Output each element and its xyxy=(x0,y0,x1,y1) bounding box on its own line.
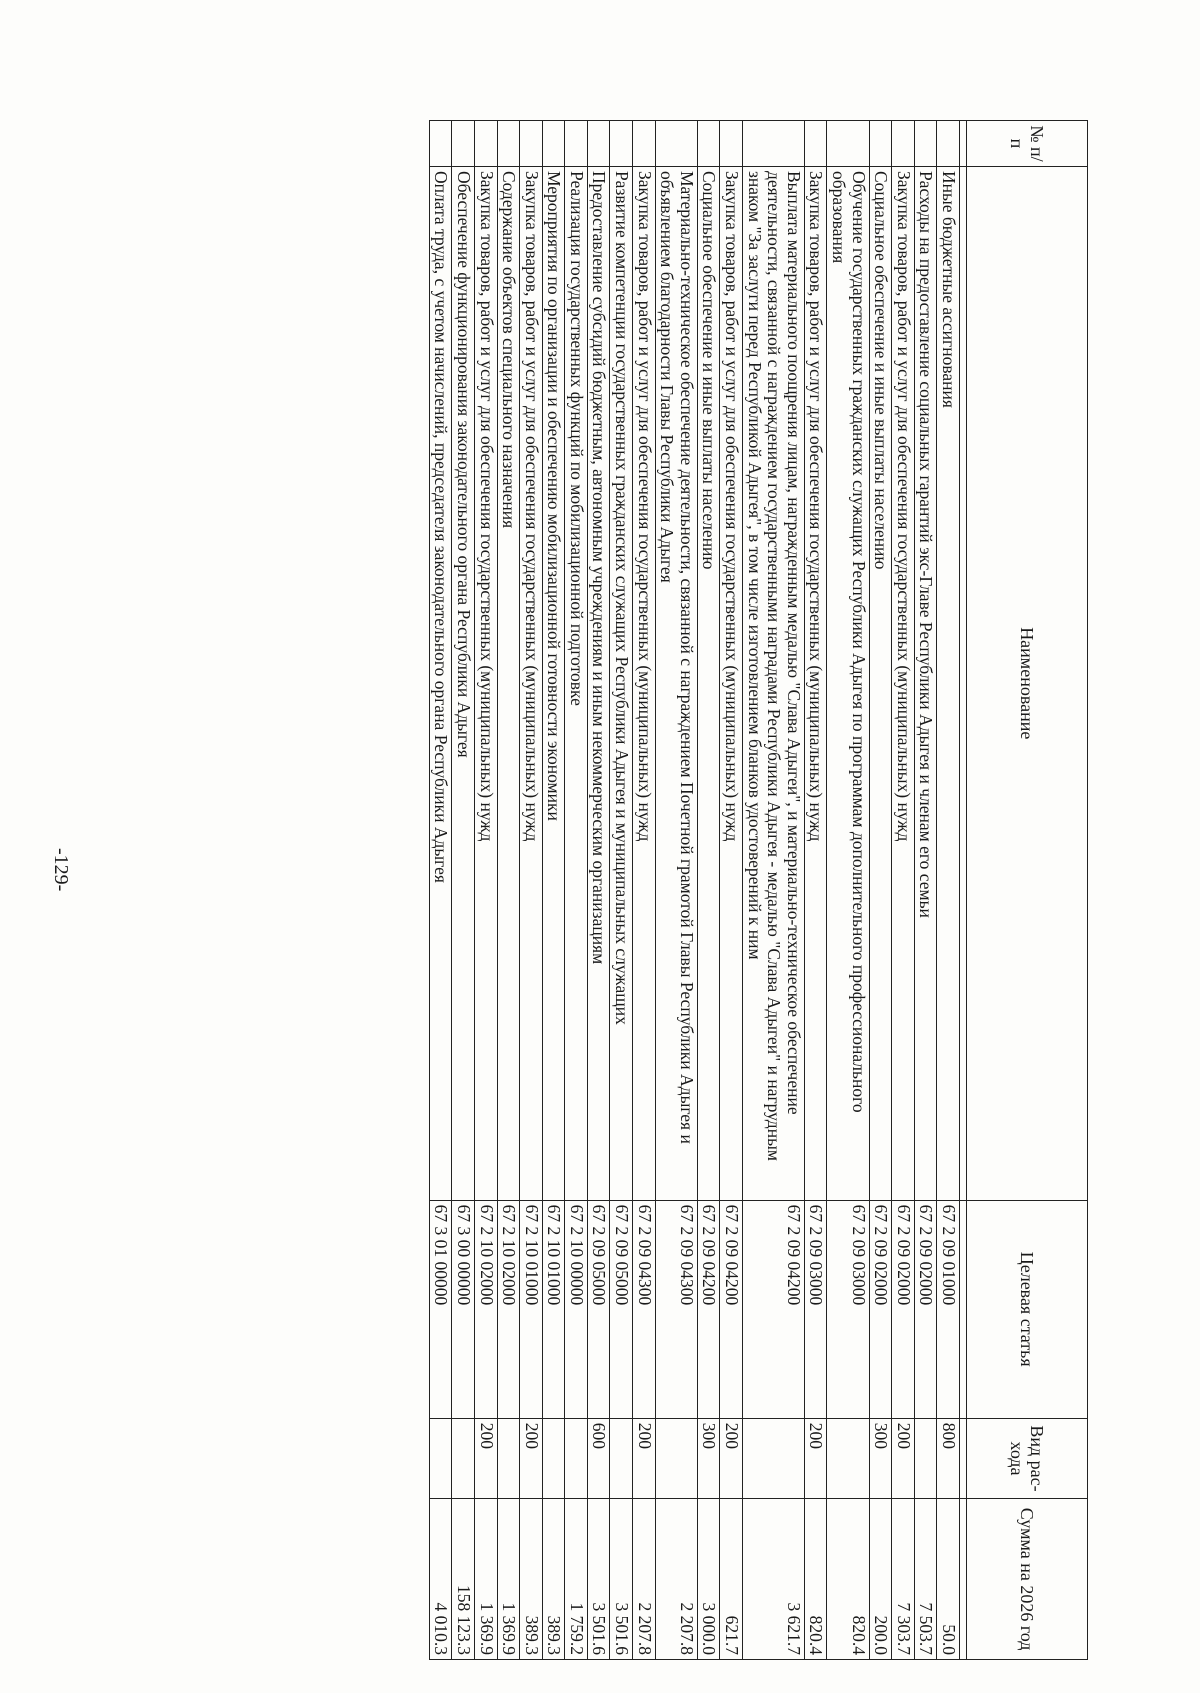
table-row xyxy=(565,121,588,1660)
cell-name: Развитие компетенции государственных гражданских служащих Республики Адыгея и муниципальных служащих xyxy=(610,166,633,1200)
cell-type xyxy=(497,1418,520,1498)
cell-sum: 7 303.7 xyxy=(892,1499,915,1660)
cell-code: 67 2 09 04200 xyxy=(697,1200,720,1418)
cell-name: Расходы на предоставление социальных гарантий экс-Главе Республики Адыгея и членам его семьи xyxy=(914,166,937,1200)
cell-name: Социальное обеспечение и иные выплаты населению xyxy=(869,166,892,1200)
table-row xyxy=(655,121,697,1660)
cell-sum: 389.3 xyxy=(542,1499,565,1660)
cell-name: Выплата материального поощрения лицам, награжденным медалью "Слава Адыгеи", и материально-техническое обеспечение деятельности, связанной с награждением государственными наградами Республики Адыгея - медалью "Слава Адыгеи" и нагрудным знаком "За заслуги перед Республикой Адыгея", в том числе изготовлением бланков удостоверений к ним xyxy=(743,166,805,1200)
cell-num xyxy=(474,121,497,167)
cell-code: 67 2 09 01000 xyxy=(937,1200,960,1418)
table-row xyxy=(542,121,565,1660)
cell-sum: 7 503.7 xyxy=(914,1499,937,1660)
cell-name: Иные бюджетные ассигнования xyxy=(937,166,960,1200)
cell-type: 300 xyxy=(869,1418,892,1498)
cell-type: 200 xyxy=(892,1418,915,1498)
cell-num xyxy=(655,121,697,167)
cell-name: Социальное обеспечение и иные выплаты населению xyxy=(697,166,720,1200)
cell-num xyxy=(520,121,543,167)
cell-code: 67 2 09 05000 xyxy=(610,1200,633,1418)
cell-num xyxy=(720,121,743,167)
table-row xyxy=(452,121,475,1660)
cell-num xyxy=(743,121,805,167)
cell-sum: 820.4 xyxy=(827,1499,869,1660)
header-sum: Сумма на 2026 год xyxy=(967,1499,1088,1660)
spacer-cell xyxy=(960,166,967,1200)
cell-sum: 50.0 xyxy=(937,1499,960,1660)
cell-sum: 1 369.9 xyxy=(474,1499,497,1660)
cell-type xyxy=(914,1418,937,1498)
cell-num xyxy=(497,121,520,167)
cell-type: 200 xyxy=(520,1418,543,1498)
table-row xyxy=(429,121,452,1660)
table-row xyxy=(610,121,633,1660)
cell-sum: 3 501.6 xyxy=(610,1499,633,1660)
cell-sum: 1 369.9 xyxy=(497,1499,520,1660)
cell-code: 67 2 09 03000 xyxy=(804,1200,827,1418)
cell-type xyxy=(743,1418,805,1498)
header-name: Наименование xyxy=(967,166,1088,1200)
cell-type: 300 xyxy=(697,1418,720,1498)
cell-num xyxy=(587,121,610,167)
cell-num xyxy=(937,121,960,167)
cell-type: 200 xyxy=(804,1418,827,1498)
cell-sum: 389.3 xyxy=(520,1499,543,1660)
cell-sum: 1 759.2 xyxy=(565,1499,588,1660)
cell-name: Закупка товаров, работ и услуг для обеспечения государственных (муниципальных) нужд xyxy=(804,166,827,1200)
table-header-row xyxy=(967,121,1088,1660)
cell-code: 67 2 09 02000 xyxy=(892,1200,915,1418)
cell-code: 67 2 10 00000 xyxy=(565,1200,588,1418)
cell-name: Закупка товаров, работ и услуг для обеспечения государственных (муниципальных) нужд xyxy=(720,166,743,1200)
cell-code: 67 2 10 01000 xyxy=(520,1200,543,1418)
table-row xyxy=(869,121,892,1660)
table-row xyxy=(474,121,497,1660)
cell-code: 67 2 09 04200 xyxy=(743,1200,805,1418)
cell-code: 67 2 10 02000 xyxy=(497,1200,520,1418)
cell-name: Закупка товаров, работ и услуг для обеспечения государственных (муниципальных) нужд xyxy=(474,166,497,1200)
cell-code: 67 3 00 00000 xyxy=(452,1200,475,1418)
cell-type xyxy=(565,1418,588,1498)
cell-code: 67 2 09 04300 xyxy=(655,1200,697,1418)
cell-type xyxy=(542,1418,565,1498)
cell-num xyxy=(892,121,915,167)
cell-type xyxy=(655,1418,697,1498)
spacer-cell xyxy=(960,1499,967,1660)
cell-sum: 820.4 xyxy=(804,1499,827,1660)
cell-code: 67 2 09 03000 xyxy=(827,1200,869,1418)
cell-sum: 3 000.0 xyxy=(697,1499,720,1660)
cell-name: Обеспечение функционирования законодательного органа Республики Адыгея xyxy=(452,166,475,1200)
table-row xyxy=(520,121,543,1660)
cell-code: 67 2 10 01000 xyxy=(542,1200,565,1418)
cell-code: 67 2 09 02000 xyxy=(869,1200,892,1418)
cell-type xyxy=(452,1418,475,1498)
spacer-cell xyxy=(960,1418,967,1498)
table-spacer-row xyxy=(960,121,967,1660)
cell-sum: 2 207.8 xyxy=(655,1499,697,1660)
cell-type xyxy=(429,1418,452,1498)
cell-code: 67 2 09 05000 xyxy=(587,1200,610,1418)
cell-type: 800 xyxy=(937,1418,960,1498)
cell-name: Предоставление субсидий бюджетным, автономным учреждениям и иным некоммерческим организациям xyxy=(587,166,610,1200)
cell-num xyxy=(429,121,452,167)
cell-name: Материально-техническое обеспечение деятельности, связанной с награждением Почетной грамотой Главы Республики Адыгея и объявлением благодарности Главы Республики Адыгея xyxy=(655,166,697,1200)
table-row xyxy=(743,121,805,1660)
page-number: -129- xyxy=(50,848,72,892)
cell-type: 200 xyxy=(720,1418,743,1498)
cell-sum: 3 621.7 xyxy=(743,1499,805,1660)
budget-table xyxy=(429,120,1088,1660)
table-row xyxy=(633,121,656,1660)
cell-type: 200 xyxy=(474,1418,497,1498)
cell-num xyxy=(610,121,633,167)
cell-num xyxy=(542,121,565,167)
cell-sum: 4 010.3 xyxy=(429,1499,452,1660)
cell-name: Обучение государственных гражданских служащих Республики Адыгея по программам дополнительного профессионального образования xyxy=(827,166,869,1200)
cell-num xyxy=(565,121,588,167)
spacer-cell xyxy=(960,121,967,167)
cell-name: Реализация государственных функций по мобилизационной подготовке xyxy=(565,166,588,1200)
cell-code: 67 3 01 00000 xyxy=(429,1200,452,1418)
rotated-table-container xyxy=(128,120,1088,1660)
cell-name: Мероприятия по организации и обеспечению мобилизационной готовности экономики xyxy=(542,166,565,1200)
cell-name: Оплата труда, с учетом начислений, председателя законодательного органа Республики Адыгея xyxy=(429,166,452,1200)
header-type: Вид рас-хода xyxy=(967,1418,1088,1498)
cell-code: 67 2 09 04200 xyxy=(720,1200,743,1418)
cell-sum: 621.7 xyxy=(720,1499,743,1660)
cell-code: 67 2 09 04300 xyxy=(633,1200,656,1418)
table-body xyxy=(429,121,966,1660)
cell-num xyxy=(827,121,869,167)
table-row xyxy=(587,121,610,1660)
table-row xyxy=(892,121,915,1660)
cell-sum: 200.0 xyxy=(869,1499,892,1660)
cell-sum: 2 207.8 xyxy=(633,1499,656,1660)
cell-num xyxy=(697,121,720,167)
table-row xyxy=(804,121,827,1660)
cell-num xyxy=(869,121,892,167)
header-num: № п/п xyxy=(967,121,1088,167)
cell-name: Закупка товаров, работ и услуг для обеспечения государственных (муниципальных) нужд xyxy=(520,166,543,1200)
cell-name: Содержание объектов специального назначения xyxy=(497,166,520,1200)
cell-num xyxy=(914,121,937,167)
table-row xyxy=(914,121,937,1660)
cell-type xyxy=(827,1418,869,1498)
cell-type: 200 xyxy=(633,1418,656,1498)
cell-type: 600 xyxy=(587,1418,610,1498)
table-row xyxy=(697,121,720,1660)
cell-sum: 158 123.3 xyxy=(452,1499,475,1660)
cell-code: 67 2 09 02000 xyxy=(914,1200,937,1418)
header-code: Целевая статья xyxy=(967,1200,1088,1418)
cell-type xyxy=(610,1418,633,1498)
cell-name: Закупка товаров, работ и услуг для обеспечения государственных (муниципальных) нужд xyxy=(633,166,656,1200)
table-row xyxy=(497,121,520,1660)
table-row xyxy=(937,121,960,1660)
cell-num xyxy=(633,121,656,167)
cell-sum: 3 501.6 xyxy=(587,1499,610,1660)
table-row xyxy=(827,121,869,1660)
table-row xyxy=(720,121,743,1660)
cell-code: 67 2 10 02000 xyxy=(474,1200,497,1418)
cell-num xyxy=(452,121,475,167)
spacer-cell xyxy=(960,1200,967,1418)
cell-num xyxy=(804,121,827,167)
cell-name: Закупка товаров, работ и услуг для обеспечения государственных (муниципальных) нужд xyxy=(892,166,915,1200)
